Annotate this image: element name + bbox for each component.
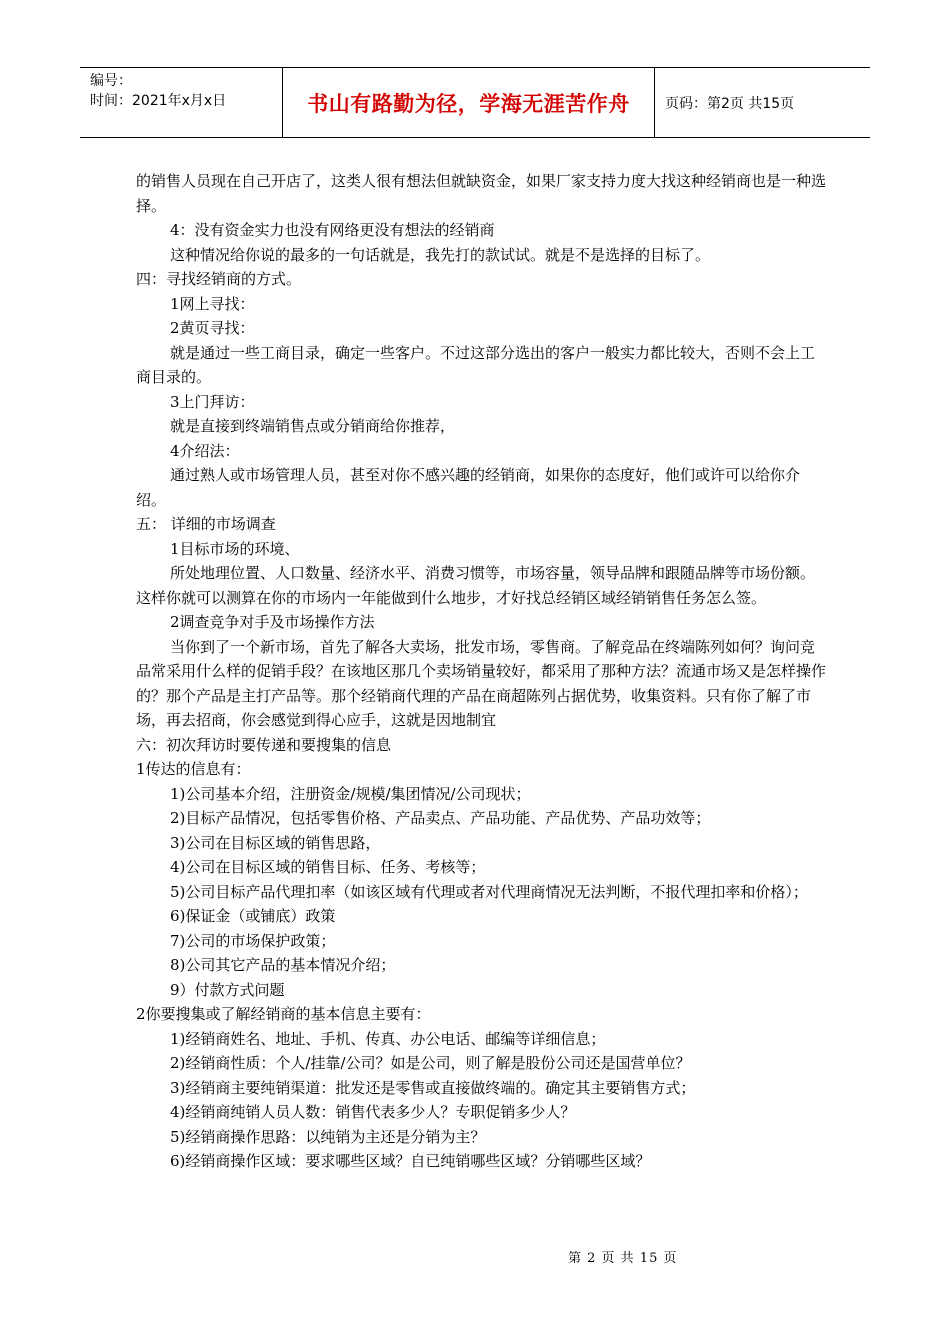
body-paragraph: 8)公司其它产品的基本情况介绍； [170,956,396,974]
header-motto: 书山有路勤为径，学海无涯苦作舟 [283,68,655,137]
document-date-label: 时间：2021年x月x日 [90,93,227,109]
body-paragraph: 3)公司在目标区域的销售思路， [170,833,381,852]
body-paragraph: 5)经销商操作思路：以纯销为主还是分销为主？ [170,1127,486,1146]
body-paragraph: 当你到了一个新市场，首先了解各大卖场，批发市场，零售商。了解竞品在终端陈列如何？询问竞品常采用什么样的促销手段？在该地区那几个卖场销量较好，都采用了那种方法？流通市场又是怎样操作的？那个产品是主打产品等。那个经销商代理的产品在商超陈列占据优势，收集资料。只有你了解了市场，再去招商，你会感觉到得心应手，这就是因地制宜 [136,637,827,729]
body-paragraph: 2)目标产品情况，包括零售价格、产品卖点、产品功能、产品优势、产品功效等； [170,809,711,827]
body-paragraph: 9）付款方式问题 [170,980,285,999]
body-paragraph: 就是直接到终端销售点或分销商给你推荐， [170,417,456,435]
body-paragraph: 2调查竞争对手及市场操作方法 [170,613,375,631]
body-paragraph: 2你要搜集或了解经销商的基本信息主要有： [136,1005,431,1023]
body-paragraph: 这种情况给你说的最多的一句话就是，我先打的款试试。就是不是选择的目标了。 [170,245,711,264]
body-paragraph: 6)经销商操作区域：要求哪些区域？自已纯销哪些区域？分销哪些区域？ [170,1152,651,1170]
body-paragraph: 3上门拜访： [170,392,255,411]
body-paragraph: 4)经销商纯销人员人数：销售代表多少人？专职促销多少人？ [170,1103,576,1121]
body-paragraph: 六：初次拜访时要传递和要搜集的信息 [136,735,392,754]
body-paragraph: 1)经销商姓名、地址、手机、传真、办公电话、邮编等详细信息； [170,1029,606,1048]
body-paragraph: 7)公司的市场保护政策； [170,931,336,950]
body-paragraph: 4：没有资金实力也没有网络更没有想法的经销商 [170,221,495,239]
body-paragraph: 的销售人员现在自己开店了，这类人很有想法但就缺资金，如果厂家支持力度大找这种经销商也是一种选择。 [136,172,827,215]
body-paragraph: 1网上寻找： [170,294,255,313]
header-meta [80,68,283,137]
body-paragraph: 5)公司目标产品代理扣率（如该区域有代理或者对代理商情况无法判断，不报代理扣率和价格）； [170,882,808,901]
body-paragraph: 3)经销商主要纯销渠道：批发还是零售或直接做终端的。确定其主要销售方式； [170,1078,696,1097]
document-body [136,169,826,1174]
page-footer: 第 2 页 共 15 页 [568,1251,678,1266]
body-paragraph: 2)经销商性质：个人/挂靠/公司？如是公司，则了解是股份公司还是国营单位？ [170,1054,691,1072]
body-paragraph: 1传达的信息有： [136,760,251,778]
header-page-info: 页码：第2页 共15页 [665,95,795,112]
body-paragraph: 就是通过一些工商目录，确定一些客户。不过这部分选出的客户一般实力都比较大，否则不会上工商目录的。 [136,343,816,386]
body-paragraph: 1)公司基本介绍，注册资金/规模/集团情况/公司现状； [170,784,531,803]
document-number-label: 编号： [90,73,132,89]
body-paragraph: 四：寻找经销商的方式。 [136,270,302,288]
body-paragraph: 1目标市场的环境、 [170,539,300,558]
body-paragraph: 五： 详细的市场调查 [136,515,276,533]
body-paragraph: 通过熟人或市场管理人员，甚至对你不感兴趣的经销商，如果你的态度好，他们或许可以给你介绍。 [136,466,801,509]
body-paragraph: 6)保证金（或铺底）政策 [170,907,336,925]
body-paragraph: 所处地理位置、人口数量、经济水平、消费习惯等，市场容量，领导品牌和跟随品牌等市场份额。这样你就可以测算在你的市场内一年能做到什么地步，才好找总经销区域经销销售任务怎么签。 [136,564,816,607]
body-paragraph: 4介绍法： [170,441,240,460]
page-header [80,67,870,138]
body-paragraph: 4)公司在目标区域的销售目标、任务、考核等； [170,858,486,876]
body-paragraph: 2黄页寻找： [170,319,255,337]
